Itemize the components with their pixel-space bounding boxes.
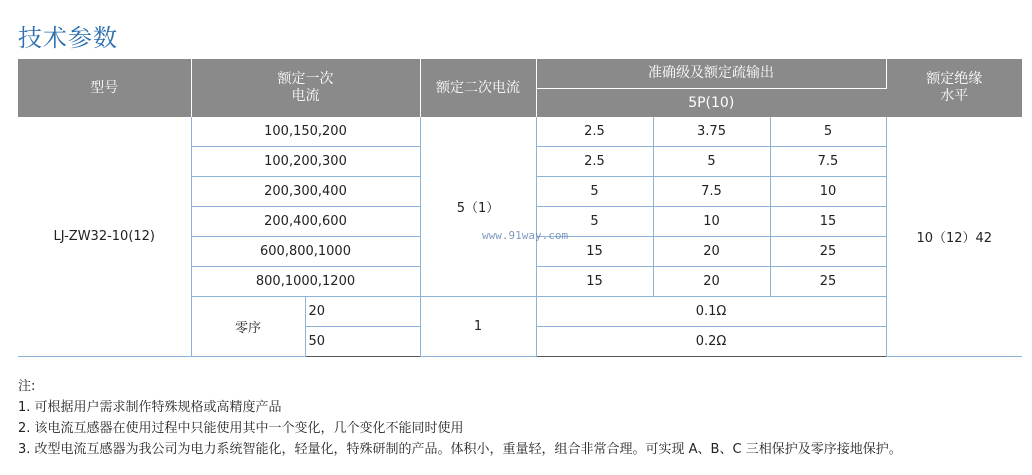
note-item: 2. 该电流互感器在使用过程中只能使用其中一个变化，几个变化不能同时使用 xyxy=(18,421,464,436)
spec-table xyxy=(18,59,1022,357)
zero-output-cell: 0.2Ω xyxy=(536,327,886,357)
accuracy-cell: 2.5 xyxy=(536,117,653,147)
accuracy-cell: 20 xyxy=(653,267,770,297)
header-model: 型号 xyxy=(18,59,191,117)
header-insulation-line2: 水平 xyxy=(940,88,969,104)
watermark-text: www.91way.com xyxy=(482,229,569,242)
secondary-zero-cell: 1 xyxy=(420,297,536,357)
secondary-main-cell: 5（1） xyxy=(420,117,536,297)
accuracy-cell: 5 xyxy=(536,207,653,237)
accuracy-cell: 7.5 xyxy=(653,177,770,207)
zero-sequence-value: 20 xyxy=(305,297,420,327)
header-insulation xyxy=(886,59,1022,117)
zero-sequence-value: 50 xyxy=(305,327,420,357)
model-cell: LJ-ZW32-10(12) xyxy=(18,117,191,357)
primary-cell: 100,150,200 xyxy=(191,117,420,147)
accuracy-cell: 10 xyxy=(653,207,770,237)
primary-cell: 100,200,300 xyxy=(191,147,420,177)
accuracy-cell: 2.5 xyxy=(536,147,653,177)
primary-cell: 200,400,600 xyxy=(191,207,420,237)
page-title: 技术参数 xyxy=(18,24,118,52)
accuracy-cell: 7.5 xyxy=(770,147,886,177)
note-item: 1. 可根据用户需求制作特殊规格或高精度产品 xyxy=(18,400,282,415)
accuracy-cell: 3.75 xyxy=(653,117,770,147)
accuracy-cell: 20 xyxy=(653,237,770,267)
accuracy-cell: 15 xyxy=(770,207,886,237)
header-insulation-line1: 额定绝缘 xyxy=(926,71,983,87)
insulation-cell: 10（12）42 xyxy=(886,117,1022,357)
primary-cell: 800,1000,1200 xyxy=(191,267,420,297)
accuracy-cell: 25 xyxy=(770,237,886,267)
header-rated-primary-line2: 电流 xyxy=(291,88,320,104)
table-row xyxy=(18,117,1022,147)
notes-heading: 注: xyxy=(18,379,36,394)
accuracy-cell: 10 xyxy=(770,177,886,207)
accuracy-cell: 5 xyxy=(770,117,886,147)
accuracy-cell: 5 xyxy=(653,147,770,177)
accuracy-cell: 25 xyxy=(770,267,886,297)
header-rated-primary xyxy=(191,59,420,117)
accuracy-cell: 5 xyxy=(536,177,653,207)
header-rated-primary-line1: 额定一次 xyxy=(277,71,334,87)
accuracy-cell: 15 xyxy=(536,267,653,297)
zero-output-cell: 0.1Ω xyxy=(536,297,886,327)
header-rated-secondary: 额定二次电流 xyxy=(420,59,536,117)
primary-cell: 600,800,1000 xyxy=(191,237,420,267)
header-accuracy: 准确级及额定疏输出 xyxy=(536,59,886,89)
primary-cell: 200,300,400 xyxy=(191,177,420,207)
accuracy-cell: 15 xyxy=(536,237,653,267)
zero-sequence-label: 零序 xyxy=(191,297,305,357)
note-item: 3. 改型电流互感器为我公司为电力系统智能化，轻量化，特殊研制的产品。体积小，重量轻，组合非常合理。可实现 A、B、C 三相保护及零序接地保护。 xyxy=(18,442,902,457)
header-accuracy-sub: 5P(10) xyxy=(536,89,886,118)
notes xyxy=(18,376,902,460)
